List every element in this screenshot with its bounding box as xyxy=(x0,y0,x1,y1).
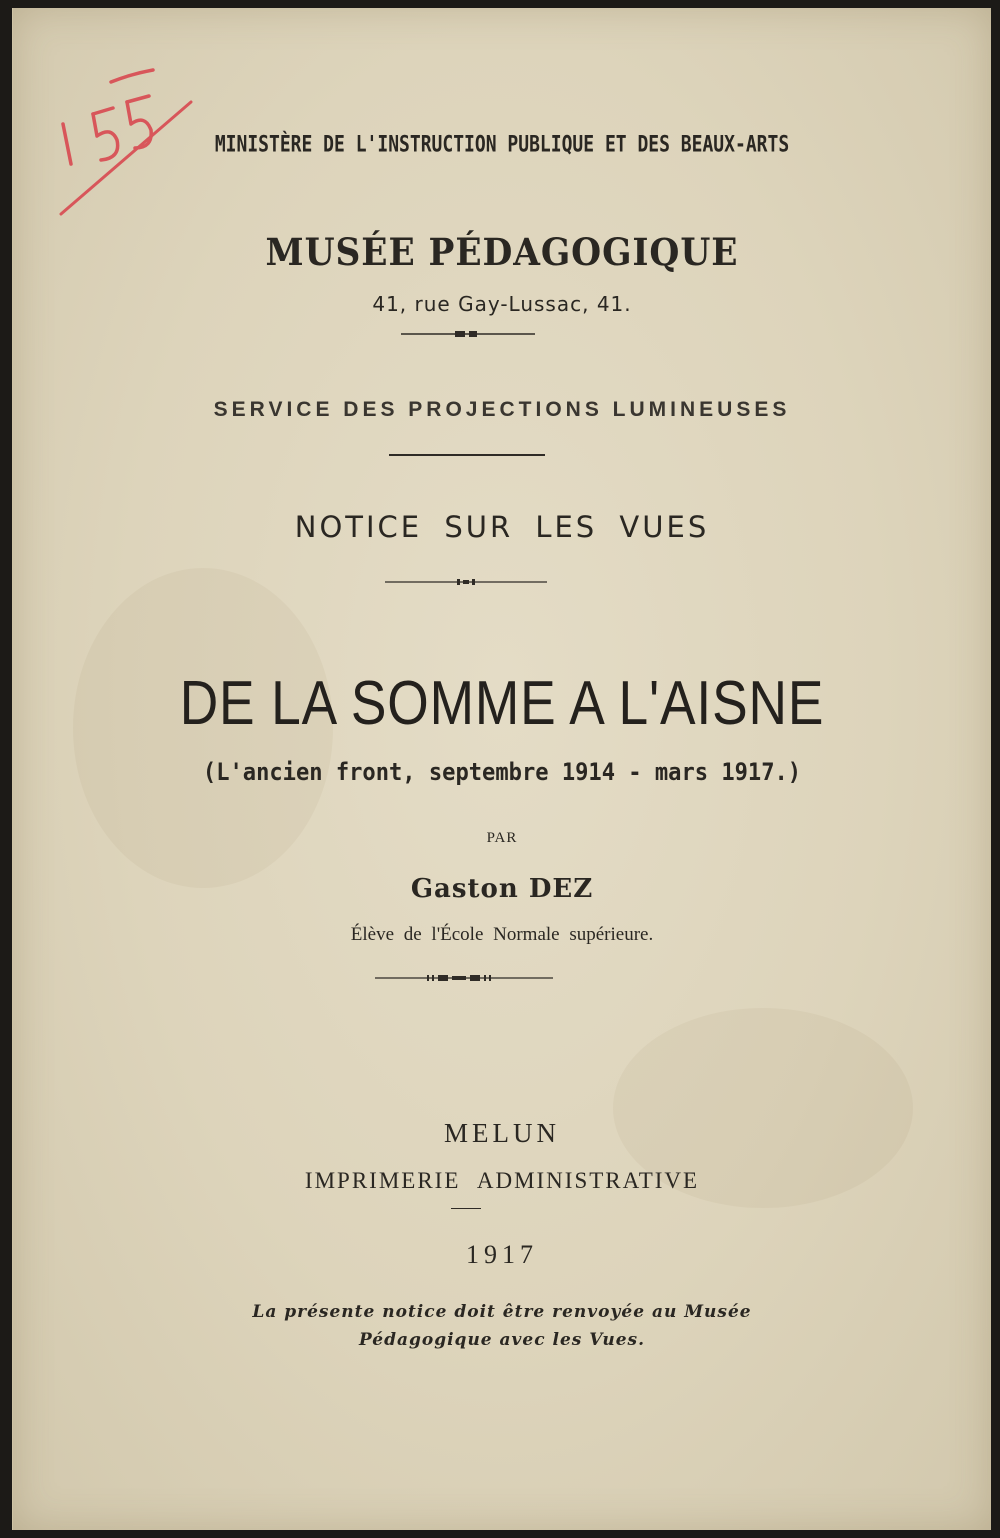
divider-ornament xyxy=(401,328,535,340)
document-page xyxy=(12,8,991,1530)
imprint-city: MELUN xyxy=(444,1118,560,1148)
divider-rule xyxy=(389,454,545,456)
divider-ornament xyxy=(385,576,547,588)
digit-five-top-stroke xyxy=(127,96,149,102)
by-label: PAR xyxy=(486,830,518,846)
subtitle: (L'ancien front, septembre 1914 - mars 1917.) xyxy=(202,758,802,786)
notice-heading: NOTICE SUR LES VUES xyxy=(294,510,710,544)
overline-stroke xyxy=(111,70,153,82)
imprint-year: 1917 xyxy=(466,1240,538,1269)
museum-title: MUSÉE PÉDAGOGIQUE xyxy=(265,230,739,274)
service-heading: SERVICE DES PROJECTIONS LUMINEUSES xyxy=(213,398,791,421)
return-note-line-2: Pédagogique avec les Vues. xyxy=(358,1330,646,1350)
digit-five-top-stroke xyxy=(93,108,113,114)
divider-rule xyxy=(451,1208,481,1209)
main-title: DE LA SOMME A L'AISNE xyxy=(179,669,825,738)
return-note-line-1: La présente notice doit être renvoyée au Musée xyxy=(252,1302,752,1322)
author-name: Gaston DEZ xyxy=(410,874,594,904)
museum-address: 41, rue Gay-Lussac, 41. xyxy=(372,292,632,316)
imprint-printer: IMPRIMERIE ADMINISTRATIVE xyxy=(304,1168,700,1193)
slash-stroke xyxy=(61,102,191,214)
divider-ornament xyxy=(375,972,553,984)
author-role: Élève de l'École Normale supérieure. xyxy=(350,924,654,945)
ministry-heading: MINISTÈRE DE L'INSTRUCTION PUBLIQUE ET DES BEAUX-ARTS xyxy=(214,131,790,158)
